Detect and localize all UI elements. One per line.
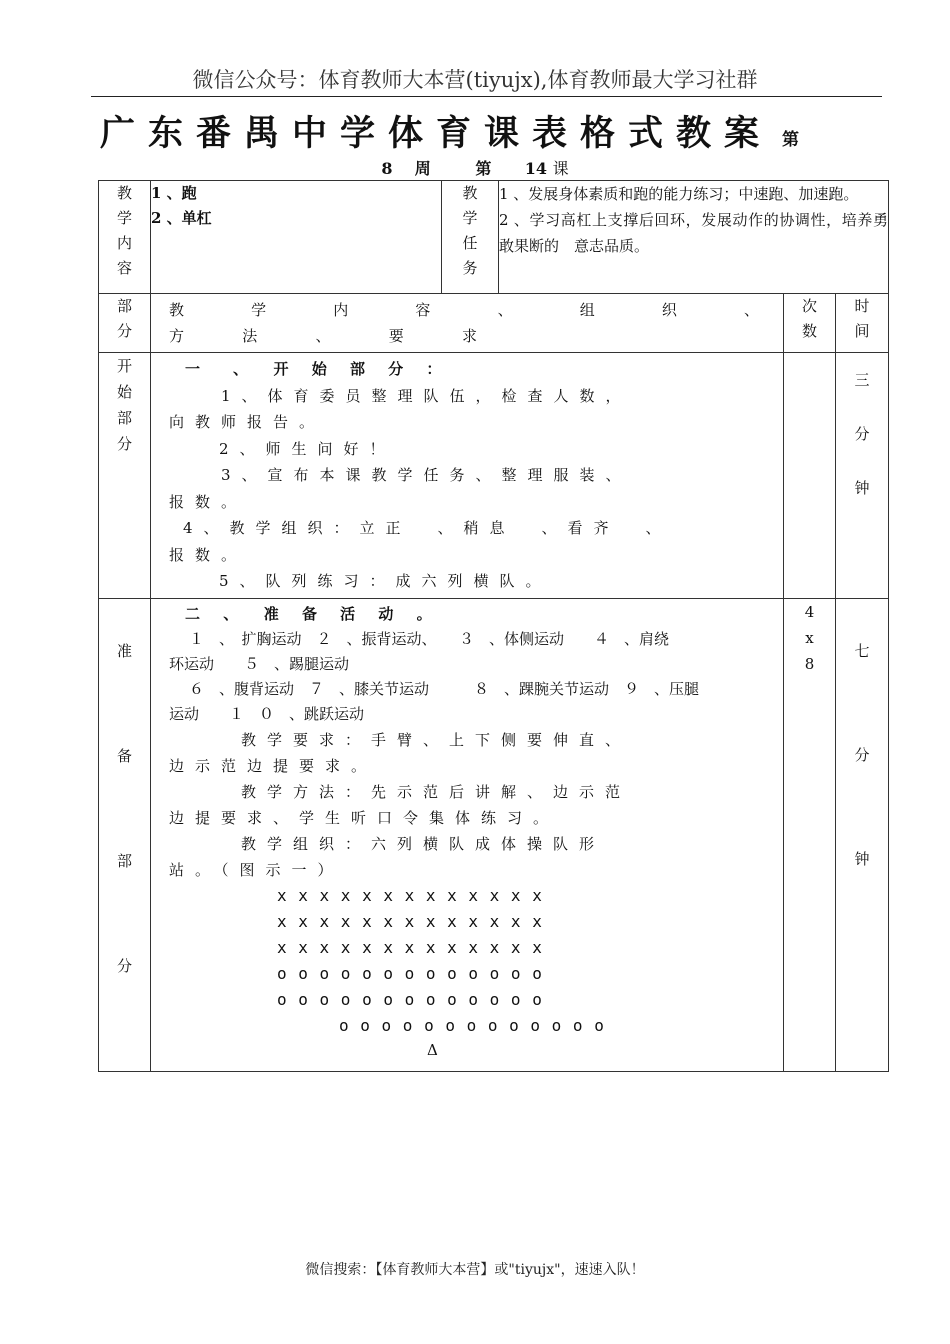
content-header-line: 方法、要求 [169, 327, 483, 345]
requirement-line: 教学要求：手臂、上下侧要伸直、 [241, 730, 632, 749]
count-char: 4 [804, 602, 815, 621]
count-header [784, 294, 836, 353]
column-header-row [99, 294, 889, 353]
section-start-count [784, 353, 836, 599]
section-warmup-time [836, 598, 889, 1071]
part-header-char: 分 [116, 322, 132, 340]
time-char: 钟 [854, 849, 870, 868]
count-header-char: 数 [801, 322, 817, 340]
task-label-char: 务 [462, 259, 478, 277]
week-lesson-line [0, 156, 950, 179]
task-label-char: 学 [462, 209, 478, 227]
section-label-char: 备 [116, 746, 132, 765]
di-label: 第 [475, 159, 492, 178]
content-label-char: 容 [116, 259, 132, 277]
week-number: 8 [381, 159, 393, 178]
formation-row: o o o o o o o o o o o o o [339, 1015, 605, 1035]
task-item: 1 、发展身体素质和跑的能力练习；中速跑、加速跑。 [499, 185, 859, 203]
info-row [99, 181, 889, 294]
exercise-line: ６ 、腹背运动 ７ 、膝关节运动 ８ 、踝腕关节运动 ９ 、压腿 [189, 679, 700, 698]
title-main: 广东番禺中学体育课表格式教案 [100, 113, 773, 154]
requirement-line: 边示范边提要求。 [169, 756, 378, 775]
part-header-char: 部 [116, 297, 132, 315]
section-start-row [99, 353, 889, 599]
section-warmup-count [784, 598, 836, 1071]
content-line: 4、教学组织：立正 、稍息 、看齐 、 [183, 519, 672, 537]
content-label-char: 教 [116, 184, 132, 202]
task-items-cell [499, 181, 889, 294]
lesson-plan-table [98, 180, 889, 1072]
time-header [836, 294, 889, 353]
time-char: 分 [854, 745, 870, 764]
content-label-cell [99, 181, 151, 294]
document-footer: 微信搜索：【体育教师大本营】或"tiyujx"，速速入队！ [305, 1262, 645, 1278]
content-label-char: 学 [116, 209, 132, 227]
content-item: 1 、跑 [151, 184, 197, 202]
requirement-line: 边提要求、学生听口令集体练习。 [169, 808, 560, 827]
section-label-char: 准 [116, 641, 132, 660]
content-line: 向教师报告。 [169, 413, 326, 431]
content-line: 报数。 [169, 492, 248, 511]
exercise-line: 运动 １ ０ 、跳跃运动 [169, 704, 365, 723]
content-line: 报数。 [169, 545, 248, 564]
formation-row: x x x x x x x x x x x x x [277, 911, 543, 931]
part-header [99, 294, 151, 353]
time-char: 钟 [854, 479, 870, 497]
content-label-char: 内 [116, 234, 132, 252]
content-header [151, 294, 784, 353]
title-suffix: 第 [782, 130, 800, 150]
section-warmup-content [151, 598, 784, 1071]
task-label-char: 任 [462, 234, 478, 252]
content-line: 5、队列练习：成六列横队。 [219, 572, 552, 590]
task-item: 2 、学习高杠上支撑后回环，发展动作的协调性，培养勇敢果断的 意志品质。 [499, 211, 888, 255]
lesson-label: 课 [552, 159, 569, 178]
time-header-char: 时 [854, 297, 870, 315]
count-header-char: 次 [801, 297, 817, 315]
requirement-line: 教学组织：六列横队成体操队形 [241, 834, 606, 853]
exercise-line: １ 、 扩胸运动 ２ 、振背运动、 ３ 、体侧运动 ４ 、肩绕 [189, 629, 670, 648]
section-heading: 二 、 准 备 活 动 。 [185, 604, 441, 623]
section-start-time [836, 353, 889, 599]
formation-row: x x x x x x x x x x x x x [277, 937, 543, 957]
lesson-number: 14 [524, 159, 548, 178]
section-start-label [99, 353, 151, 599]
content-line: 2、师生问好！ [219, 439, 396, 458]
exercise-line: 环运动 ５ 、踢腿运动 [169, 654, 350, 673]
week-label: 周 [414, 159, 431, 178]
count-char: x [805, 628, 814, 647]
teacher-position-mark: Δ [427, 1040, 438, 1059]
content-item: 2 、单杠 [151, 209, 212, 227]
content-header-line: 教学内容、组织、 [169, 301, 765, 319]
count-char: 8 [804, 654, 815, 673]
task-label-cell [442, 181, 499, 294]
formation-row: o o o o o o o o o o o o o [277, 963, 543, 983]
section-label-char: 始 [116, 383, 132, 401]
section-label-char: 分 [116, 435, 132, 453]
section-warmup-label [99, 598, 151, 1071]
page-title [100, 106, 870, 156]
content-items-cell [151, 181, 442, 294]
section-label-char: 分 [116, 956, 132, 975]
section-heading: 一 、 开 始 部 分 ： [185, 360, 451, 378]
formation-row: x x x x x x x x x x x x x [277, 885, 543, 905]
header-divider [91, 96, 882, 97]
content-line: 3、宣布本课教学任务、整理服装、 [221, 466, 632, 484]
section-label-char: 部 [116, 409, 132, 427]
document-header: 微信公众号：体育教师大本营(tiyujx),体育教师最大学习社群 [192, 68, 758, 92]
requirement-line: 站。（图示一） [169, 860, 344, 879]
section-label-char: 开 [116, 357, 132, 375]
section-warmup-row [99, 598, 889, 1071]
section-start-content [151, 353, 784, 599]
content-line: 1、体育委员整理队伍，检查人数， [221, 386, 632, 405]
time-header-char: 间 [854, 322, 870, 340]
requirement-line: 教学方法：先示范后讲解、边示范 [241, 782, 632, 801]
section-label-char: 部 [116, 851, 132, 870]
task-label-char: 教 [462, 184, 478, 202]
time-char: 七 [854, 641, 870, 660]
formation-row: o o o o o o o o o o o o o [277, 989, 543, 1009]
time-char: 分 [854, 425, 870, 443]
time-char: 三 [854, 371, 870, 389]
